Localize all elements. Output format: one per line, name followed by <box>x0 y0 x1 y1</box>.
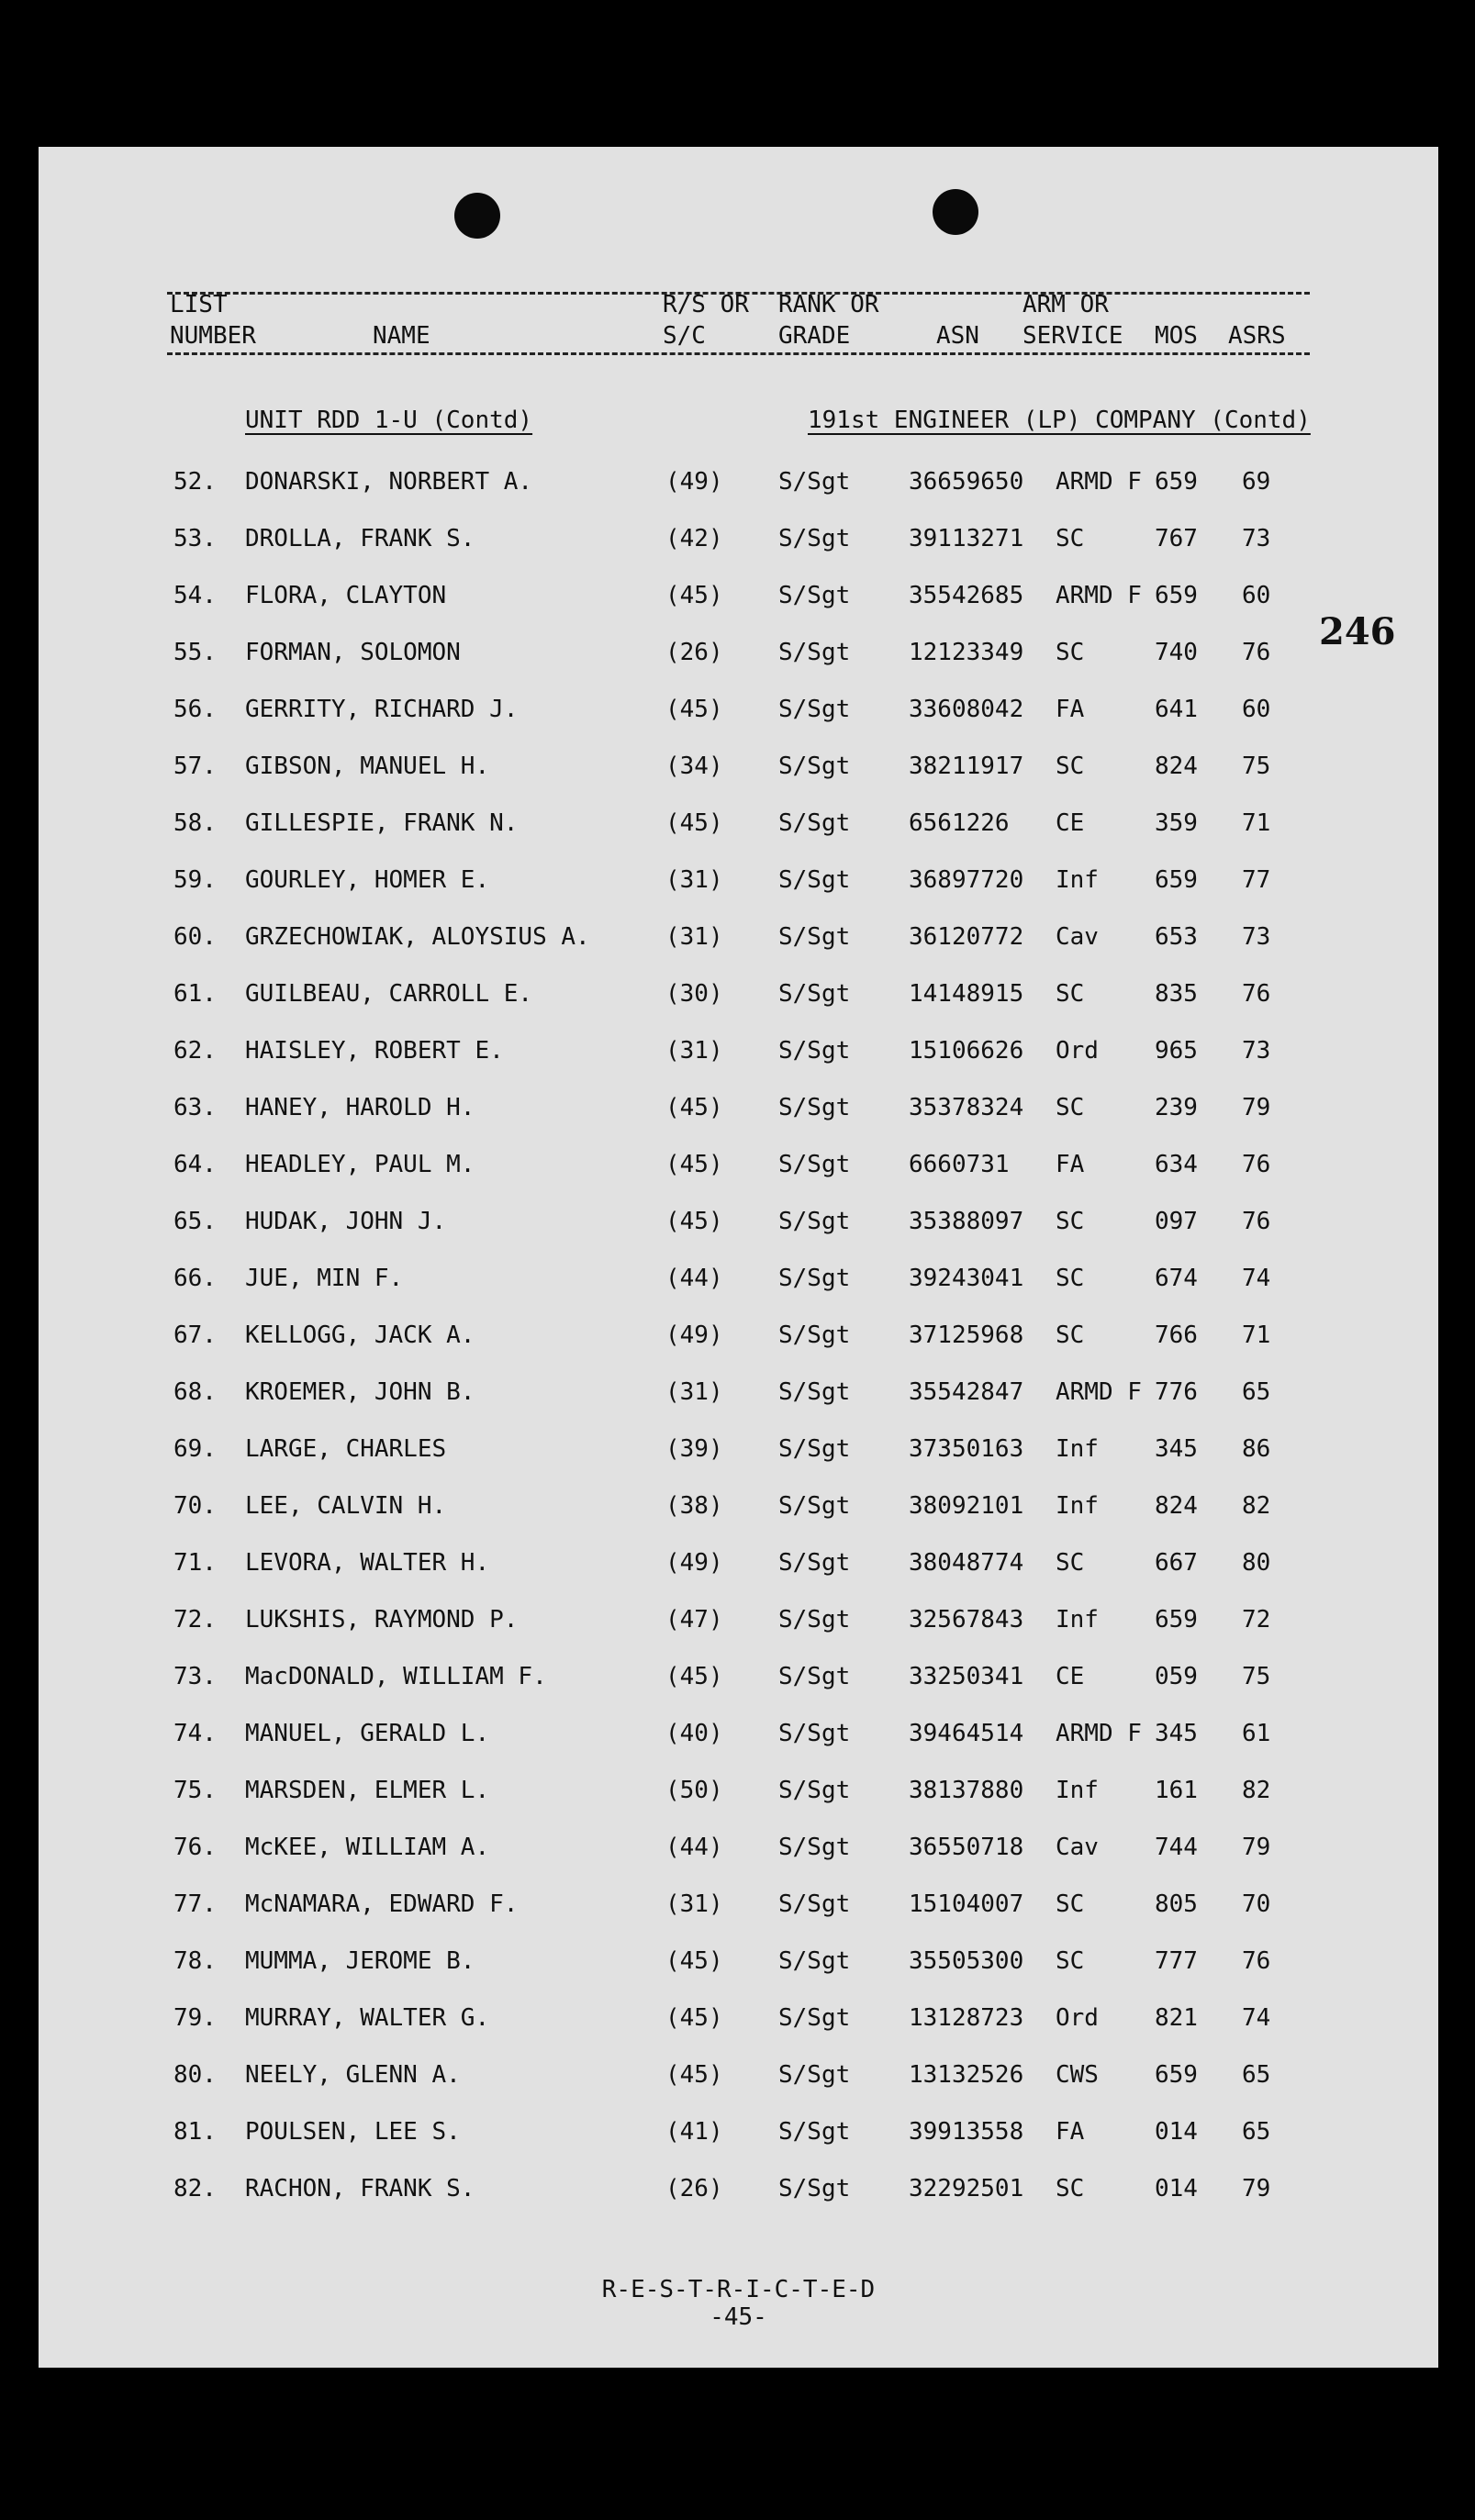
cell-name: POULSEN, LEE S. <box>245 2118 461 2146</box>
cell-name: GILLESPIE, FRANK N. <box>245 809 519 837</box>
cell-num: 57. <box>173 753 217 780</box>
cell-arm: SC <box>1056 525 1085 552</box>
company-heading: 191st ENGINEER (LP) COMPANY (Contd) <box>808 407 1311 434</box>
cell-num: 65. <box>173 1208 217 1235</box>
cell-asn: 32292501 <box>909 2175 1024 2202</box>
cell-asrs: 86 <box>1242 1435 1271 1463</box>
header-rs-sc: R/S OR S/C <box>663 291 749 350</box>
cell-mos: 641 <box>1155 696 1198 723</box>
cell-asn: 37350163 <box>909 1435 1024 1463</box>
cell-asn: 36120772 <box>909 923 1024 951</box>
cell-asrs: 73 <box>1242 525 1271 552</box>
cell-arm: Ord <box>1056 2004 1099 2032</box>
cell-arm: CE <box>1056 1663 1085 1690</box>
table-row <box>39 1037 1438 1094</box>
cell-mos: 059 <box>1155 1663 1198 1690</box>
cell-name: MURRAY, WALTER G. <box>245 2004 490 2032</box>
cell-asn: 39113271 <box>909 525 1024 552</box>
cell-num: 53. <box>173 525 217 552</box>
cell-name: HANEY, HAROLD H. <box>245 1094 475 1121</box>
cell-mos: 014 <box>1155 2118 1198 2146</box>
table-row <box>39 1720 1438 1777</box>
roster-table <box>39 468 1438 2232</box>
cell-name: MUMMA, JEROME B. <box>245 1947 475 1975</box>
cell-rank: S/Sgt <box>778 1094 851 1121</box>
cell-asn: 37125968 <box>909 1321 1024 1349</box>
table-row <box>39 1094 1438 1151</box>
cell-mos: 634 <box>1155 1151 1198 1178</box>
cell-rank: S/Sgt <box>778 1492 851 1520</box>
cell-asrs: 65 <box>1242 1378 1271 1406</box>
cell-asn: 14148915 <box>909 980 1024 1008</box>
cell-num: 74. <box>173 1720 217 1747</box>
cell-arm: SC <box>1056 1549 1085 1577</box>
cell-rs: (45) <box>665 2061 723 2089</box>
cell-asrs: 69 <box>1242 468 1271 496</box>
cell-rs: (45) <box>665 1151 723 1178</box>
cell-mos: 659 <box>1155 866 1198 894</box>
cell-rank: S/Sgt <box>778 1947 851 1975</box>
cell-num: 67. <box>173 1321 217 1349</box>
cell-arm: FA <box>1056 696 1085 723</box>
table-row <box>39 1549 1438 1606</box>
cell-asrs: 77 <box>1242 866 1271 894</box>
cell-num: 54. <box>173 582 217 609</box>
header-asrs: ASRS <box>1228 322 1286 350</box>
cell-num: 73. <box>173 1663 217 1690</box>
cell-rs: (49) <box>665 1549 723 1577</box>
margin-number: 246 <box>1319 610 1396 653</box>
table-row <box>39 1663 1438 1720</box>
cell-asn: 6660731 <box>909 1151 1010 1178</box>
table-row <box>39 1321 1438 1378</box>
table-row <box>39 1378 1438 1435</box>
cell-rs: (40) <box>665 1720 723 1747</box>
cell-rs: (45) <box>665 696 723 723</box>
cell-arm: SC <box>1056 1321 1085 1349</box>
cell-asrs: 74 <box>1242 2004 1271 2032</box>
cell-rank: S/Sgt <box>778 1663 851 1690</box>
cell-num: 56. <box>173 696 217 723</box>
cell-name: NEELY, GLENN A. <box>245 2061 461 2089</box>
cell-name: MARSDEN, ELMER L. <box>245 1777 490 1804</box>
cell-asrs: 71 <box>1242 1321 1271 1349</box>
cell-mos: 359 <box>1155 809 1198 837</box>
cell-arm: Inf <box>1056 866 1099 894</box>
cell-rank: S/Sgt <box>778 1549 851 1577</box>
cell-rank: S/Sgt <box>778 582 851 609</box>
cell-name: HAISLEY, ROBERT E. <box>245 1037 504 1065</box>
cell-rank: S/Sgt <box>778 696 851 723</box>
cell-rank: S/Sgt <box>778 2175 851 2202</box>
cell-arm: SC <box>1056 1208 1085 1235</box>
cell-rs: (31) <box>665 1378 723 1406</box>
table-row <box>39 1435 1438 1492</box>
cell-asn: 35505300 <box>909 1947 1024 1975</box>
cell-name: KELLOGG, JACK A. <box>245 1321 475 1349</box>
cell-name: DONARSKI, NORBERT A. <box>245 468 533 496</box>
cell-asn: 39243041 <box>909 1265 1024 1292</box>
cell-mos: 777 <box>1155 1947 1198 1975</box>
cell-rs: (45) <box>665 1663 723 1690</box>
cell-rank: S/Sgt <box>778 1037 851 1065</box>
cell-asn: 36550718 <box>909 1834 1024 1861</box>
cell-arm: SC <box>1056 1265 1085 1292</box>
cell-arm: Inf <box>1056 1435 1099 1463</box>
cell-name: FLORA, CLAYTON <box>245 582 447 609</box>
cell-name: LEE, CALVIN H. <box>245 1492 447 1520</box>
table-row <box>39 809 1438 866</box>
cell-num: 76. <box>173 1834 217 1861</box>
cell-rank: S/Sgt <box>778 1151 851 1178</box>
cell-rs: (44) <box>665 1834 723 1861</box>
cell-rs: (45) <box>665 809 723 837</box>
cell-asrs: 60 <box>1242 582 1271 609</box>
cell-arm: SC <box>1056 1094 1085 1121</box>
cell-rs: (39) <box>665 1435 723 1463</box>
cell-rs: (49) <box>665 468 723 496</box>
cell-rs: (31) <box>665 1890 723 1918</box>
table-row <box>39 2061 1438 2118</box>
cell-rs: (45) <box>665 1094 723 1121</box>
cell-arm: SC <box>1056 1947 1085 1975</box>
cell-rank: S/Sgt <box>778 866 851 894</box>
cell-arm: SC <box>1056 1890 1085 1918</box>
cell-rs: (45) <box>665 2004 723 2032</box>
table-row <box>39 1947 1438 2004</box>
punch-hole-left <box>454 193 500 239</box>
cell-mos: 824 <box>1155 753 1198 780</box>
table-row <box>39 1208 1438 1265</box>
cell-name: HUDAK, JOHN J. <box>245 1208 447 1235</box>
cell-asrs: 76 <box>1242 639 1271 666</box>
cell-mos: 744 <box>1155 1834 1198 1861</box>
cell-arm: CE <box>1056 809 1085 837</box>
cell-name: GIBSON, MANUEL H. <box>245 753 490 780</box>
header-list-number: LIST NUMBER <box>170 291 256 350</box>
cell-asn: 33250341 <box>909 1663 1024 1690</box>
cell-num: 55. <box>173 639 217 666</box>
cell-rs: (49) <box>665 1321 723 1349</box>
cell-rs: (38) <box>665 1492 723 1520</box>
cell-mos: 097 <box>1155 1208 1198 1235</box>
cell-rank: S/Sgt <box>778 468 851 496</box>
cell-mos: 805 <box>1155 1890 1198 1918</box>
table-row <box>39 468 1438 525</box>
cell-rs: (30) <box>665 980 723 1008</box>
cell-arm: ARMD F <box>1056 1720 1142 1747</box>
cell-asrs: 73 <box>1242 1037 1271 1065</box>
cell-asrs: 73 <box>1242 923 1271 951</box>
cell-num: 60. <box>173 923 217 951</box>
cell-asn: 13132526 <box>909 2061 1024 2089</box>
table-row <box>39 866 1438 923</box>
cell-mos: 667 <box>1155 1549 1198 1577</box>
cell-num: 78. <box>173 1947 217 1975</box>
cell-num: 68. <box>173 1378 217 1406</box>
cell-rank: S/Sgt <box>778 980 851 1008</box>
cell-asn: 35542847 <box>909 1378 1024 1406</box>
cell-asn: 38211917 <box>909 753 1024 780</box>
cell-asrs: 76 <box>1242 1208 1271 1235</box>
cell-asn: 36897720 <box>909 866 1024 894</box>
cell-asn: 6561226 <box>909 809 1010 837</box>
cell-rs: (47) <box>665 1606 723 1634</box>
cell-mos: 965 <box>1155 1037 1198 1065</box>
cell-rs: (45) <box>665 1947 723 1975</box>
cell-asn: 38048774 <box>909 1549 1024 1577</box>
cell-rs: (44) <box>665 1265 723 1292</box>
cell-asrs: 75 <box>1242 1663 1271 1690</box>
cell-num: 63. <box>173 1094 217 1121</box>
cell-asn: 38137880 <box>909 1777 1024 1804</box>
cell-name: JUE, MIN F. <box>245 1265 404 1292</box>
cell-name: DROLLA, FRANK S. <box>245 525 475 552</box>
cell-rank: S/Sgt <box>778 1378 851 1406</box>
cell-asn: 15104007 <box>909 1890 1024 1918</box>
cell-rs: (41) <box>665 2118 723 2146</box>
cell-name: HEADLEY, PAUL M. <box>245 1151 475 1178</box>
cell-rank: S/Sgt <box>778 1890 851 1918</box>
cell-asn: 39464514 <box>909 1720 1024 1747</box>
cell-asrs: 79 <box>1242 1834 1271 1861</box>
cell-rank: S/Sgt <box>778 923 851 951</box>
cell-rank: S/Sgt <box>778 2118 851 2146</box>
cell-name: LUKSHIS, RAYMOND P. <box>245 1606 519 1634</box>
cell-asrs: 72 <box>1242 1606 1271 1634</box>
cell-num: 70. <box>173 1492 217 1520</box>
cell-asrs: 70 <box>1242 1890 1271 1918</box>
table-row <box>39 2118 1438 2175</box>
cell-rank: S/Sgt <box>778 753 851 780</box>
cell-num: 71. <box>173 1549 217 1577</box>
cell-name: LARGE, CHARLES <box>245 1435 447 1463</box>
cell-num: 52. <box>173 468 217 496</box>
cell-rs: (45) <box>665 582 723 609</box>
cell-arm: SC <box>1056 639 1085 666</box>
cell-num: 66. <box>173 1265 217 1292</box>
cell-rs: (50) <box>665 1777 723 1804</box>
cell-rank: S/Sgt <box>778 1606 851 1634</box>
header-arm-service: ARM OR SERVICE <box>1022 291 1123 350</box>
cell-rank: S/Sgt <box>778 1321 851 1349</box>
cell-name: MacDONALD, WILLIAM F. <box>245 1663 547 1690</box>
cell-rs: (26) <box>665 2175 723 2202</box>
cell-arm: ARMD F <box>1056 1378 1142 1406</box>
cell-rs: (34) <box>665 753 723 780</box>
cell-asn: 15106626 <box>909 1037 1024 1065</box>
cell-mos: 659 <box>1155 2061 1198 2089</box>
table-row <box>39 1777 1438 1834</box>
table-row <box>39 1492 1438 1549</box>
cell-asrs: 76 <box>1242 980 1271 1008</box>
cell-asn: 35542685 <box>909 582 1024 609</box>
cell-arm: Inf <box>1056 1492 1099 1520</box>
cell-num: 62. <box>173 1037 217 1065</box>
cell-asrs: 71 <box>1242 809 1271 837</box>
cell-asn: 35378324 <box>909 1094 1024 1121</box>
cell-name: MANUEL, GERALD L. <box>245 1720 490 1747</box>
cell-num: 64. <box>173 1151 217 1178</box>
cell-name: LEVORA, WALTER H. <box>245 1549 490 1577</box>
cell-num: 61. <box>173 980 217 1008</box>
cell-asrs: 74 <box>1242 1265 1271 1292</box>
cell-mos: 821 <box>1155 2004 1198 2032</box>
cell-asrs: 60 <box>1242 696 1271 723</box>
cell-name: GUILBEAU, CARROLL E. <box>245 980 533 1008</box>
table-row <box>39 1890 1438 1947</box>
cell-rank: S/Sgt <box>778 2004 851 2032</box>
cell-num: 80. <box>173 2061 217 2089</box>
cell-num: 69. <box>173 1435 217 1463</box>
cell-mos: 824 <box>1155 1492 1198 1520</box>
cell-arm: FA <box>1056 1151 1085 1178</box>
table-row <box>39 753 1438 809</box>
cell-rank: S/Sgt <box>778 809 851 837</box>
table-row <box>39 1265 1438 1321</box>
unit-heading: UNIT RDD 1-U (Contd) <box>245 407 533 434</box>
cell-arm: Cav <box>1056 923 1099 951</box>
cell-rank: S/Sgt <box>778 1720 851 1747</box>
cell-name: GERRITY, RICHARD J. <box>245 696 519 723</box>
cell-rs: (31) <box>665 1037 723 1065</box>
header-name: NAME <box>373 322 430 350</box>
cell-name: McNAMARA, EDWARD F. <box>245 1890 519 1918</box>
cell-rs: (45) <box>665 1208 723 1235</box>
cell-arm: Cav <box>1056 1834 1099 1861</box>
table-row <box>39 1834 1438 1890</box>
cell-rs: (31) <box>665 866 723 894</box>
cell-name: KROEMER, JOHN B. <box>245 1378 475 1406</box>
header-mos: MOS <box>1155 322 1198 350</box>
cell-arm: ARMD F <box>1056 468 1142 496</box>
cell-asn: 33608042 <box>909 696 1024 723</box>
cell-num: 58. <box>173 809 217 837</box>
table-row <box>39 639 1438 696</box>
cell-rs: (31) <box>665 923 723 951</box>
cell-name: GRZECHOWIAK, ALOYSIUS A. <box>245 923 590 951</box>
cell-mos: 776 <box>1155 1378 1198 1406</box>
cell-arm: SC <box>1056 980 1085 1008</box>
cell-name: FORMAN, SOLOMON <box>245 639 461 666</box>
table-row <box>39 923 1438 980</box>
punch-hole-right <box>933 189 978 235</box>
table-row <box>39 696 1438 753</box>
cell-asrs: 75 <box>1242 753 1271 780</box>
cell-asn: 39913558 <box>909 2118 1024 2146</box>
cell-asn: 32567843 <box>909 1606 1024 1634</box>
table-row <box>39 980 1438 1037</box>
restricted-label: R-E-S-T-R-I-C-T-E-D <box>601 2276 876 2303</box>
cell-name: GOURLEY, HOMER E. <box>245 866 490 894</box>
cell-mos: 653 <box>1155 923 1198 951</box>
table-row <box>39 525 1438 582</box>
cell-arm: CWS <box>1056 2061 1099 2089</box>
cell-mos: 345 <box>1155 1435 1198 1463</box>
cell-name: McKEE, WILLIAM A. <box>245 1834 490 1861</box>
cell-asn: 38092101 <box>909 1492 1024 1520</box>
cell-num: 81. <box>173 2118 217 2146</box>
header-rank-grade: RANK OR GRADE <box>778 291 879 350</box>
cell-asrs: 80 <box>1242 1549 1271 1577</box>
page-number: -45- <box>710 2303 767 2331</box>
cell-asrs: 79 <box>1242 1094 1271 1121</box>
cell-rank: S/Sgt <box>778 1777 851 1804</box>
document-page <box>39 147 1438 2368</box>
cell-arm: SC <box>1056 753 1085 780</box>
cell-rank: S/Sgt <box>778 639 851 666</box>
cell-mos: 659 <box>1155 468 1198 496</box>
table-row <box>39 582 1438 639</box>
table-row <box>39 2175 1438 2232</box>
cell-mos: 767 <box>1155 525 1198 552</box>
cell-mos: 161 <box>1155 1777 1198 1804</box>
cell-arm: ARMD F <box>1056 582 1142 609</box>
cell-asrs: 65 <box>1242 2118 1271 2146</box>
cell-asn: 35388097 <box>909 1208 1024 1235</box>
cell-asn: 13128723 <box>909 2004 1024 2032</box>
cell-mos: 740 <box>1155 639 1198 666</box>
cell-asrs: 61 <box>1242 1720 1271 1747</box>
cell-mos: 674 <box>1155 1265 1198 1292</box>
table-row <box>39 1151 1438 1208</box>
cell-asrs: 76 <box>1242 1947 1271 1975</box>
cell-mos: 345 <box>1155 1720 1198 1747</box>
cell-mos: 659 <box>1155 582 1198 609</box>
cell-mos: 014 <box>1155 2175 1198 2202</box>
cell-name: RACHON, FRANK S. <box>245 2175 475 2202</box>
cell-num: 75. <box>173 1777 217 1804</box>
cell-rank: S/Sgt <box>778 1834 851 1861</box>
cell-num: 77. <box>173 1890 217 1918</box>
cell-rank: S/Sgt <box>778 2061 851 2089</box>
cell-num: 82. <box>173 2175 217 2202</box>
cell-num: 79. <box>173 2004 217 2032</box>
cell-asrs: 79 <box>1242 2175 1271 2202</box>
cell-rs: (42) <box>665 525 723 552</box>
cell-rank: S/Sgt <box>778 1208 851 1235</box>
cell-rank: S/Sgt <box>778 1265 851 1292</box>
cell-mos: 835 <box>1155 980 1198 1008</box>
cell-asn: 36659650 <box>909 468 1024 496</box>
cell-asn: 12123349 <box>909 639 1024 666</box>
cell-asrs: 76 <box>1242 1151 1271 1178</box>
cell-rs: (26) <box>665 639 723 666</box>
cell-asrs: 82 <box>1242 1492 1271 1520</box>
cell-mos: 766 <box>1155 1321 1198 1349</box>
cell-asrs: 65 <box>1242 2061 1271 2089</box>
cell-mos: 659 <box>1155 1606 1198 1634</box>
cell-num: 59. <box>173 866 217 894</box>
cell-rank: S/Sgt <box>778 1435 851 1463</box>
cell-num: 72. <box>173 1606 217 1634</box>
cell-mos: 239 <box>1155 1094 1198 1121</box>
table-row <box>39 2004 1438 2061</box>
cell-asrs: 82 <box>1242 1777 1271 1804</box>
cell-arm: Ord <box>1056 1037 1099 1065</box>
cell-arm: Inf <box>1056 1777 1099 1804</box>
header-bottom-dash <box>167 352 1310 355</box>
cell-rank: S/Sgt <box>778 525 851 552</box>
table-row <box>39 1606 1438 1663</box>
cell-arm: Inf <box>1056 1606 1099 1634</box>
header-asn: ASN <box>936 322 979 350</box>
cell-arm: SC <box>1056 2175 1085 2202</box>
cell-arm: FA <box>1056 2118 1085 2146</box>
